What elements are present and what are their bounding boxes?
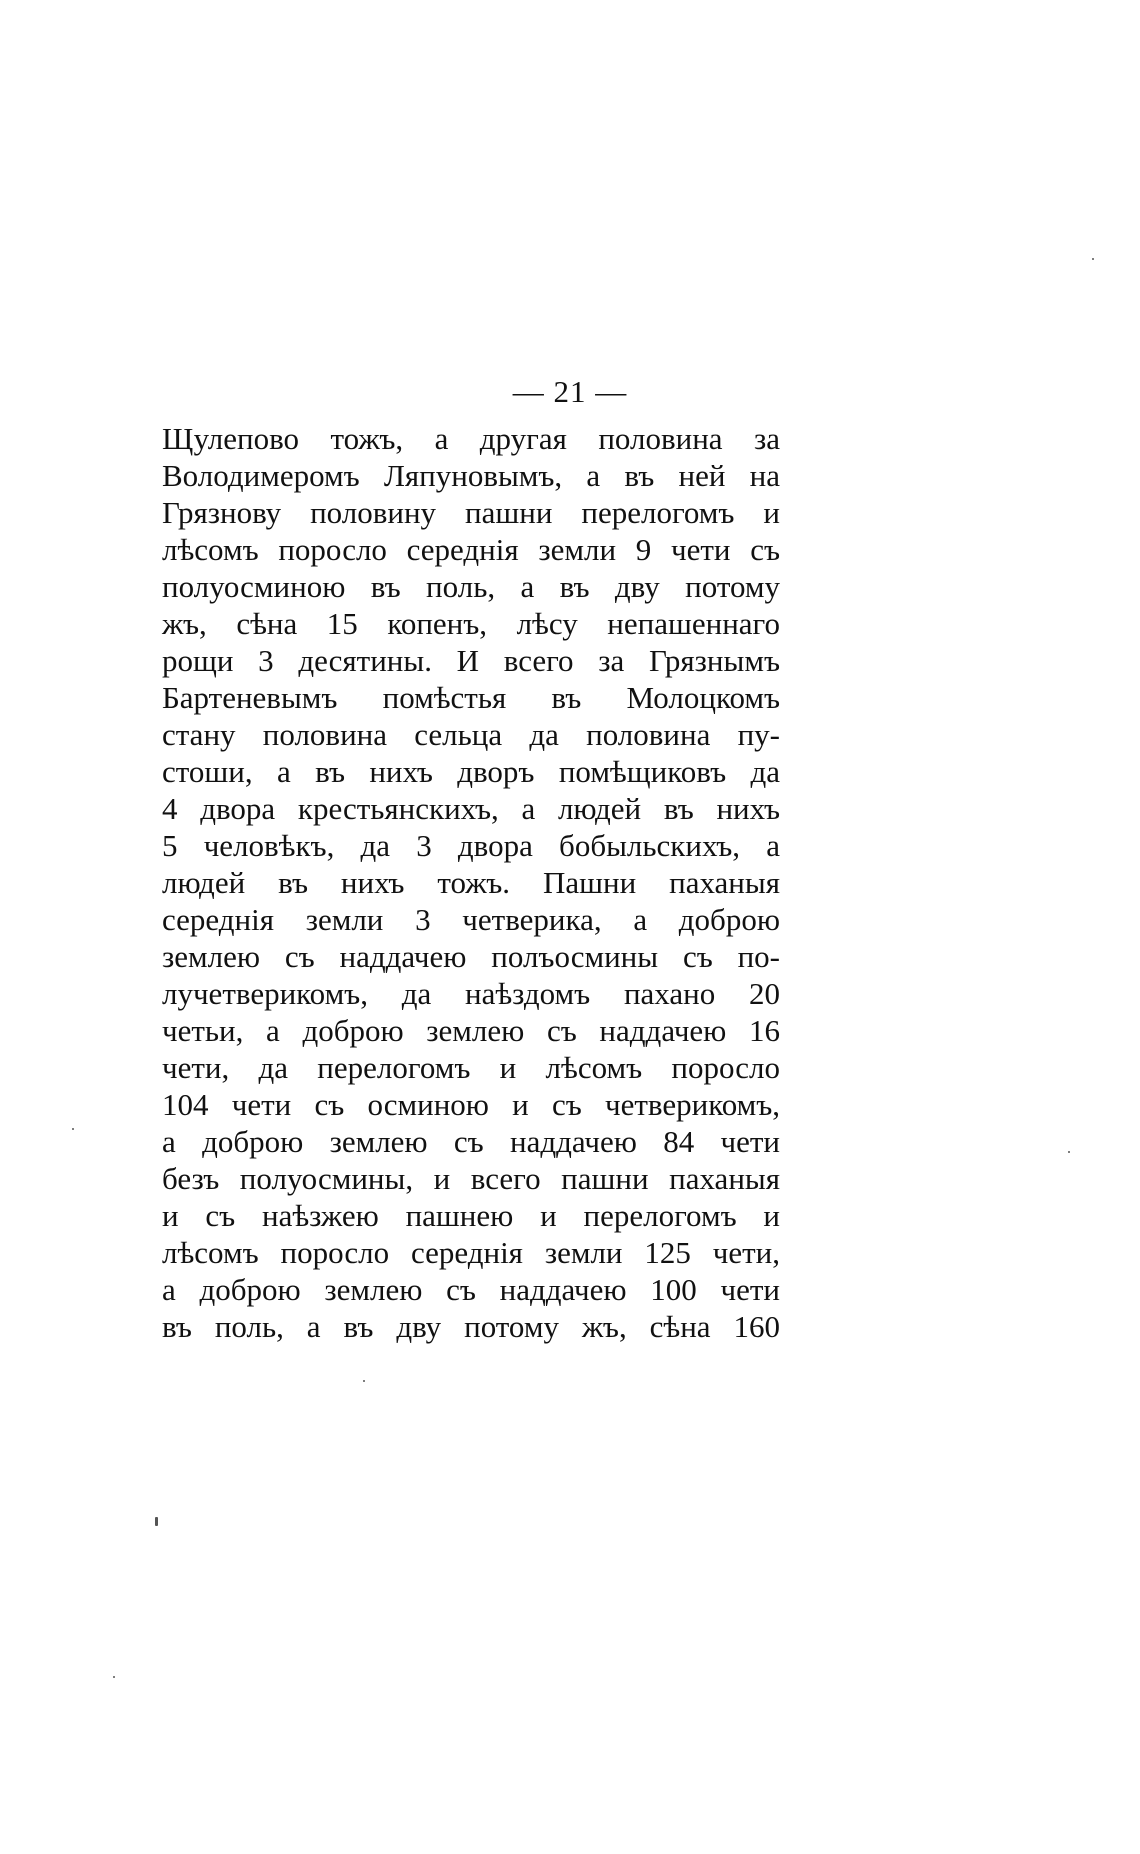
text-line: землею съ наддачею полъосмины съ по- [162, 939, 780, 974]
text-line: людей въ нихъ тожъ. Пашни паханыя [162, 865, 780, 900]
text-line: чети, да перелогомъ и лѣсомъ поросло [162, 1050, 780, 1085]
text-line: лѣсомъ поросло середнія земли 125 чети, [162, 1235, 780, 1270]
scan-speck [155, 1517, 158, 1526]
text-line: полуосминою въ поль, а въ дву потому [162, 569, 780, 604]
text-line: и съ наѣзжею пашнею и перелогомъ и [162, 1198, 780, 1233]
text-line: Бартеневымъ помѣстья въ Молоцкомъ [162, 680, 780, 715]
text-line: стану половина сельца да половина пу- [162, 717, 780, 752]
text-line: лучетверикомъ, да наѣздомъ пахано 20 [162, 976, 780, 1011]
text-line: лѣсомъ поросло середнія земли 9 чети съ [162, 532, 780, 567]
text-line: Володимеромъ Ляпуновымъ, а въ ней на [162, 458, 780, 493]
text-line: Грязнову половину пашни перелогомъ и [162, 495, 780, 530]
scan-speck [1068, 1151, 1070, 1153]
scan-speck [363, 1380, 365, 1382]
scan-speck [113, 1676, 115, 1678]
text-line: а доброю землею съ наддачею 84 чети [162, 1124, 780, 1159]
text-line: жъ, сѣна 15 копенъ, лѣсу непашеннаго [162, 606, 780, 641]
scan-speck [72, 1128, 74, 1130]
text-line: четьи, а доброю землею съ наддачею 16 [162, 1013, 780, 1048]
text-line: безъ полуосмины, и всего пашни паханыя [162, 1161, 780, 1196]
text-line: рощи 3 десятины. И всего за Грязнымъ [162, 643, 780, 678]
text-line: середнія земли 3 четверика, а доброю [162, 902, 780, 937]
page-number: — 21 — [512, 374, 628, 409]
text-line: 104 чети съ осминою и съ четверикомъ, [162, 1087, 780, 1122]
text-line: въ поль, а въ дву потому жъ, сѣна 160 [162, 1309, 780, 1344]
text-line: 5 человѣкъ, да 3 двора бобыльскихъ, а [162, 828, 780, 863]
text-line: а доброю землею съ наддачею 100 чети [162, 1272, 780, 1307]
text-line: 4 двора крестьянскихъ, а людей въ нихъ [162, 791, 780, 826]
body-text [162, 420, 780, 1345]
text-line: Щулепово тожъ, а другая половина за [162, 421, 780, 456]
scan-speck [1092, 258, 1094, 260]
text-line: стоши, а въ нихъ дворъ помѣщиковъ да [162, 754, 780, 789]
